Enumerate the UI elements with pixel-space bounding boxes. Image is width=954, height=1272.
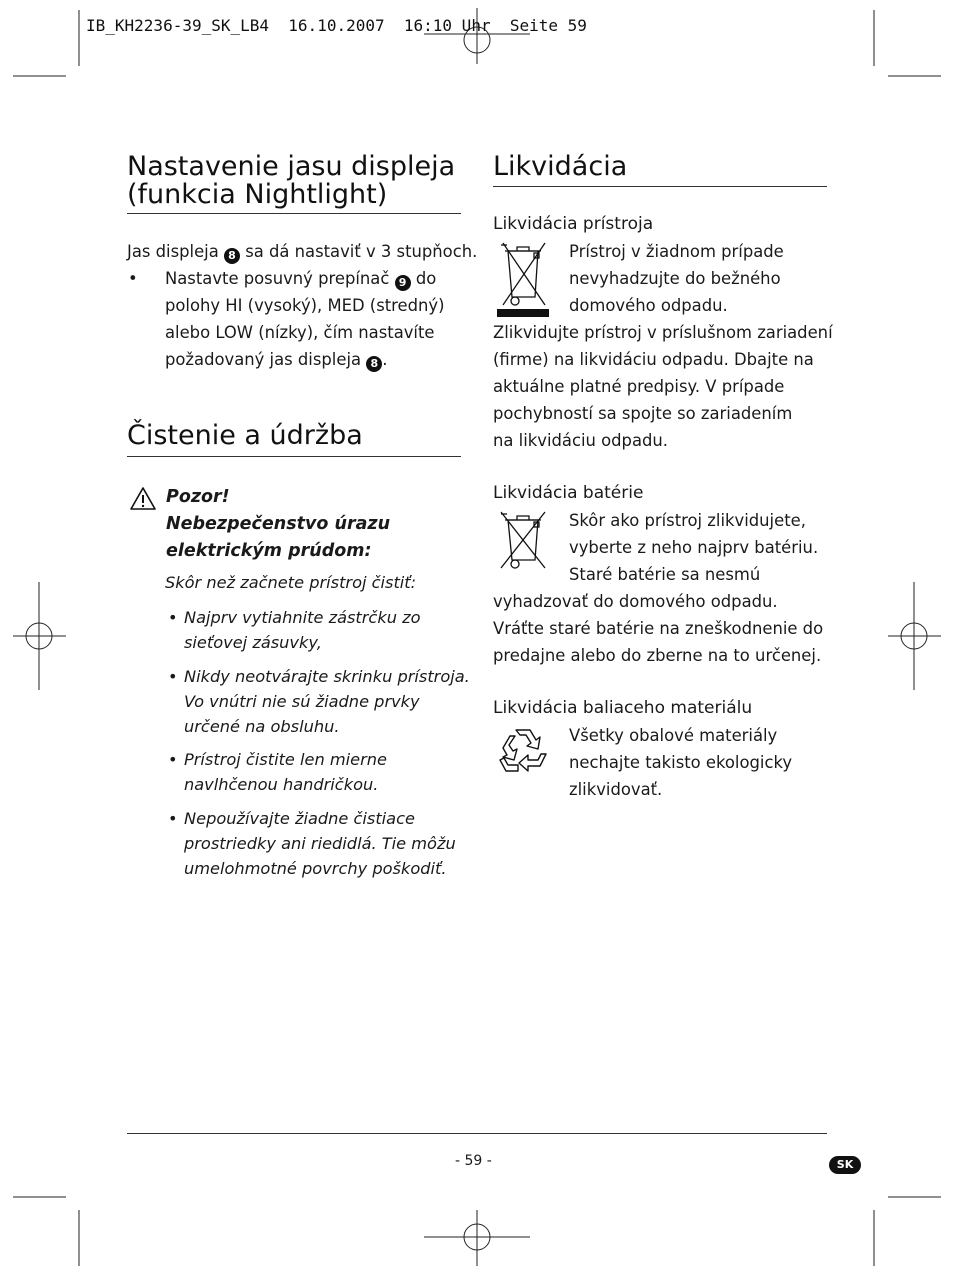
cleaning-title: Čistenie a údržba: [127, 420, 363, 451]
brightness-step: Nastavte posuvný prepínač 9 do polohy HI (vysoký), MED (stredný) alebo LOW (nízky), čím nastavíte požadovaný jas displeja 8 .: [165, 269, 445, 370]
device-disposal-text-short: Prístroj v žiadnom prípade nevyhadzujte do bežného domového odpadu.: [569, 242, 784, 315]
battery-disposal-text: vyhadzovať do domového odpadu. Vráťte staré batérie na zneškodnenie do predajne alebo do zberne na to určenej.: [493, 592, 824, 665]
cleaning-item: Nikdy neotvárajte skrinku prístroja. Vo vnútri nie sú žiadne prvky určené na obsluhu.: [184, 667, 470, 736]
bullet-marker: •: [168, 608, 178, 627]
brightness-intro: Jas displeja 8 sa dá nastaviť v 3 stupňoch.: [127, 242, 478, 262]
cleaning-before: Skôr než začnete prístroj čistiť:: [165, 573, 417, 592]
cleaning-item: Prístroj čistite len mierne navlhčenou handričkou.: [184, 750, 387, 794]
page-number: - 59 -: [455, 1153, 492, 1169]
bullet-marker: •: [168, 667, 178, 686]
cleaning-item: Nepoužívajte žiadne čistiace prostriedky ani riedidlá. Tie môžu umelohmotné povrchy poškodiť.: [184, 809, 456, 878]
disposal-title: Likvidácia: [493, 151, 628, 182]
bullet-marker: •: [128, 269, 138, 288]
language-badge: SK: [829, 1156, 861, 1174]
brightness-title-rule: [127, 213, 461, 214]
warning-heading: Pozor! Nebezpečenstvo úrazu elektrickým prúdom:: [166, 487, 391, 561]
cleaning-title-rule: [127, 456, 461, 457]
crossed-out-wheelie-bin-icon: [495, 508, 551, 570]
part-number-badge: 8: [366, 356, 382, 372]
crossed-out-wheelie-bin-icon: [495, 239, 551, 319]
print-slug: IB_KH2236-39_SK_LB4 16.10.2007 16:10 Uhr Seite 59: [86, 16, 587, 35]
cleaning-item: Najprv vytiahnite zástrčku zo sieťovej zásuvky,: [184, 608, 421, 652]
disposal-title-rule: [493, 186, 827, 187]
battery-disposal-text-short: Skôr ako prístroj zlikvidujete, vyberte z neho najprv batériu. Staré batérie sa nesmú: [569, 511, 819, 584]
brightness-title: Nastavenie jasu displeja (funkcia Nightlight): [127, 151, 456, 210]
battery-disposal-heading: Likvidácia batérie: [493, 483, 644, 503]
footer-rule: [127, 1133, 827, 1134]
packaging-disposal-heading: Likvidácia baliaceho materiálu: [493, 698, 753, 718]
part-number-badge: 9: [395, 275, 411, 291]
device-disposal-heading: Likvidácia prístroja: [493, 214, 654, 234]
packaging-disposal-text: Všetky obalové materiály nechajte takisto ekologicky zlikvidovať.: [569, 726, 793, 799]
bullet-marker: •: [168, 750, 178, 769]
recycling-symbol-icon: [494, 724, 552, 778]
warning-triangle-icon: [129, 486, 157, 511]
bullet-marker: •: [168, 809, 178, 828]
part-number-badge: 8: [224, 248, 240, 264]
device-disposal-text: Zlikvidujte prístroj v príslušnom zariadení (firme) na likvidáciu odpadu. Dbajte na aktuálne platné predpisy. V prípade pochybností sa spojte so zariadením na likvidáciu odpadu.: [493, 323, 833, 450]
